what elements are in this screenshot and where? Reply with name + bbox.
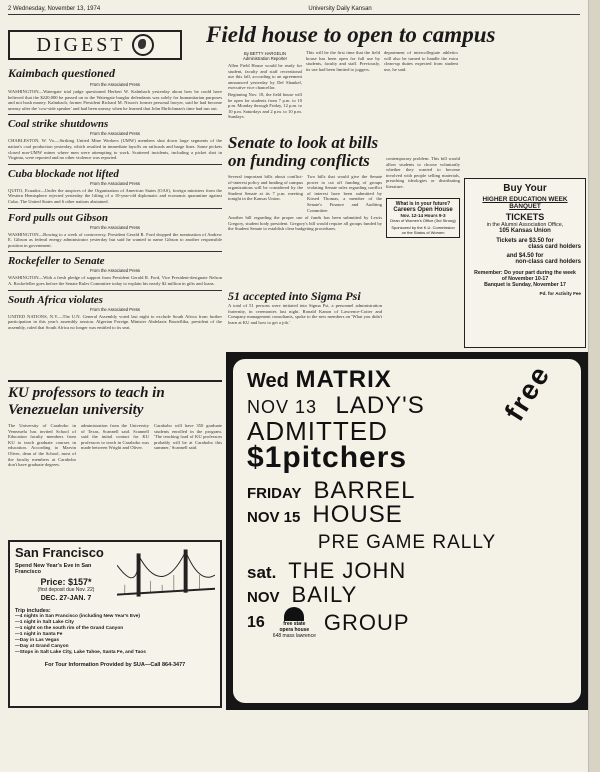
banquet-ad xyxy=(464,178,586,348)
fieldhouse-body2: Beginning Nov. 18, the field house will be open for students from 7 p.m. to 10 p.m. Monday through Friday, 12 p.m. to 10 p.m. Saturdays and 2 p.m. to 10 p.m. Sundays. xyxy=(228,91,302,120)
sf-item: —1 night in Santa Fe xyxy=(15,632,63,637)
brief-headline: South Africa violates xyxy=(8,293,103,306)
banquet-price2-holders: non-class card holders xyxy=(515,259,581,265)
sf-item: —Stops in Salt Lake City, Lake Tahoe, Santa Fe, and Taos xyxy=(15,650,146,655)
sf-footer: For Tour Information Provided by SUA—Call 864-3477 xyxy=(44,662,186,668)
sat-day: sat. xyxy=(247,563,277,582)
ku-headline: KU professors to teach in Venezuelan university xyxy=(8,385,165,418)
ku-body-col1: The University of Carabobo in Venezuela has invited School of Education faculty members from KU to teach graduate courses in education. According to Marvin Oliver, dean of the School, most of the faculty members at Carabobo don't have graduate degrees. xyxy=(8,423,76,468)
brief-byline: From the Associated Press xyxy=(89,306,141,312)
fieldhouse-byline: By BETTY HARGELIN Administration Reporter xyxy=(243,51,287,61)
banquet-remember: Remember: Do your part during the week xyxy=(474,270,576,276)
brief-byline: From the Associated Press xyxy=(89,180,141,186)
matrix-date: NOV 13 xyxy=(247,397,318,417)
folio-date: 2 Wednesday, November 13, 1974 xyxy=(8,6,101,12)
free-state-logo xyxy=(273,607,316,639)
brief-3 xyxy=(8,212,222,249)
folio-line xyxy=(8,6,580,15)
venue-line2: opera house xyxy=(279,627,310,633)
brief-5 xyxy=(8,294,222,331)
brief-4 xyxy=(8,255,222,286)
sf-title: San Francisco xyxy=(15,545,104,560)
brief-byline: From the Associated Press xyxy=(89,224,141,230)
pregame-rally: PRE GAME RALLY xyxy=(317,532,497,553)
careers-dates: Nov. 12-14 Hours 9-3 xyxy=(400,212,446,218)
ku-body-col2: administration from the University of Texas, Scannell said. Scannell said the initial contact for KU professors to teach in Carabobo was made between Wright and Oliver. xyxy=(81,423,149,451)
matrix-title: MATRIX xyxy=(295,366,392,393)
senate-body4: contemporary problem. This bill would allow students to choose voluntarily whether they wanted to become involved with people selling materials, preaching ideologies or distributing literature. xyxy=(386,156,460,189)
brief-body: UNITED NATIONS, N.Y.—The U.N. General Assembly voted last night to exclude South Africa from further participation in this year's assembly session. Algerian Foreign Minister Abdelaziz Bouteflika, president of the assembly, ruled that South Africa no longer was entitled to its seat. xyxy=(8,313,222,330)
venue-line1: free state xyxy=(283,621,306,627)
banquet-sunday: Banquet is Sunday, November 17 xyxy=(484,282,566,288)
digest-title: DIGEST xyxy=(36,33,126,56)
banquet-buy: Buy Your xyxy=(503,183,547,194)
folio-paper: University Daily Kansan xyxy=(308,6,372,12)
sf-dates: DEC. 27-JAN. 7 xyxy=(40,595,92,602)
free-text: free xyxy=(498,359,556,427)
fieldhouse-col3: department of intercollegiate athletics will also be turned to handle the extra clean-up duties expected from student use, he said. xyxy=(384,50,458,72)
brief-body: WASHINGTON—With a fresh pledge of support from President Gerald R. Ford, Vice President-designate Nelson A. Rockefeller goes before the Senate Rules Committee today to explain his nearly $2 million in gifts and loans. xyxy=(8,275,222,286)
matrix-pitchers: $1pitchers xyxy=(247,441,408,474)
sf-item: —Day at Grand Canyon xyxy=(15,644,69,649)
careers-ad xyxy=(386,198,460,238)
senate-headline: Senate to look at bills on funding conflicts xyxy=(228,133,379,170)
brief-headline: Cuba blockade not lifted xyxy=(8,167,119,180)
brief-body: WASHINGTON—Bowing to a week of controversy, President Gerald R. Ford dropped the nomination of Andrew E. Gibson as federal energy administrator yesterday but said he wanted to name Gibson to another responsible position in government. xyxy=(8,231,222,248)
senate-col3 xyxy=(386,156,460,238)
barrel-title: BARREL xyxy=(313,477,416,504)
digest-banner xyxy=(8,30,182,60)
barrel-date: NOV 15 xyxy=(247,509,301,526)
matrix-ad xyxy=(226,352,588,710)
matrix-admitted: ADMITTED xyxy=(247,416,388,446)
sf-line1: Spend New Year's Eve in San Francisco xyxy=(15,563,92,575)
careers-sponsor: Sponsored by the K.U. Commission on the Status of Women xyxy=(391,224,455,235)
matrix-ladys: LADY'S xyxy=(335,392,425,419)
fieldhouse-col2: This will be the first time that the field house has been open for full use by students, faculty and staff. Previously, its use had been limited to joggers. xyxy=(306,50,380,72)
matrix-day: Wed xyxy=(247,370,289,392)
banquet-paid: Pd. for Activity Fee xyxy=(539,291,581,296)
sf-item: —1 night in Salt Lake City xyxy=(15,620,74,625)
barrel-house: HOUSE xyxy=(312,501,403,528)
the-john: THE JOHN xyxy=(288,558,407,583)
banquet-where1: in the Alumni Association Office, xyxy=(486,222,564,228)
banquet-price2: and $4.50 for xyxy=(506,253,544,259)
brief-0 xyxy=(8,66,222,111)
sigma-psi-article xyxy=(228,290,382,325)
brief-body: QUITO, Ecuador—Under the auspices of the Organization of American States (OAS), foreign ministers from the Western Hemisphere rejected yesterday the lifting of a 10-year-old diplomatic and economic quarantine against Cuba. The United States and 6 other nations abstained. xyxy=(8,187,222,204)
golden-gate-bridge-icon xyxy=(117,545,215,605)
ku-body-col3: Carabobo will have 350 graduate students enrolled in the program. 'The teaching load of KU professors probably will be at Carabobo this summer,' Scannell said. xyxy=(154,423,222,451)
page-gutter xyxy=(588,0,600,772)
senate-body3: Another bill regarding the proper use of funds has been submitted by Lewis Gregory, student body president. Gregory's bill would require all groups funded by the Student Senate to establish clear budgeting procedures. xyxy=(228,215,382,232)
barrel-day: FRIDAY xyxy=(247,485,302,502)
brief-headline: Coal strike shutdowns xyxy=(8,118,109,131)
brief-headline: Ford pulls out Gibson xyxy=(8,211,108,224)
banquet-price1-holders: class card holders xyxy=(528,244,581,250)
brief-headline: Kaimbach questioned xyxy=(8,66,116,80)
careers-location: Dean of Women's Office (3rd Strong) xyxy=(390,217,456,223)
brief-body: CHARLESTON, W. Va.—Striking United Mine Workers (UMW) members shut down large segments of the nation's coal production yesterday, which resulted in immediate layoffs on railroads and barge lines. Some pickets closed non-UMW mines where men were attempting to work. Scattered incidents, including a picket shot in Virginia, were reported and no other violence was reported. xyxy=(8,138,222,161)
venue-address: 648 mass lawrence xyxy=(272,633,316,639)
sigma-headline: 51 accepted into Sigma Psi xyxy=(228,289,361,303)
senate-article xyxy=(228,134,382,232)
careers-title: Careers Open House xyxy=(393,206,453,213)
opera-house-icon xyxy=(284,607,304,621)
brief-byline: From the Associated Press xyxy=(89,268,141,274)
sat-nov: NOV xyxy=(247,589,280,606)
sf-price: Price: $157* xyxy=(40,577,92,587)
careers-question: What is in your future? xyxy=(395,200,451,207)
fieldhouse-col1 xyxy=(228,50,302,120)
sf-item: —Day in Las Vegas xyxy=(15,638,59,643)
sf-items xyxy=(15,614,215,656)
sf-includes: Trip includes: xyxy=(15,608,51,614)
senate-body2: Two bills that would give the Senate power to cut off funding of groups violating Senate rules regarding conflict of interest have been submitted by Kirsed Thomas, a member of the Senate's Finance and Auditing Committee. xyxy=(307,174,382,213)
group: GROUP xyxy=(323,610,410,635)
brief-1 xyxy=(8,118,222,160)
brief-2 xyxy=(8,168,222,205)
brief-body: WASHINGTON—Watergate trial judge questioned Herbert W. Kalmbach yesterday about how he could have believed that the $220,000 he passed on to the Watergate burglar defendants was solely for humanitarian purposes and not hush money. Kalmbach, former President Richard M. Nixon's former personal lawyer, said he had become uneasy after the 'cow-side speaker' and had been uneasy when he learned that John Ehrlichman's time had run out. xyxy=(8,89,222,111)
banquet-price1: Tickets are $3.50 for xyxy=(496,238,554,244)
banquet-title: HIGHER EDUCATION WEEK BANQUET xyxy=(482,196,568,210)
brief-byline: From the Associated Press xyxy=(89,131,141,137)
fieldhouse-headline: Field house to open to campus xyxy=(206,22,496,47)
baily: BAILY xyxy=(291,582,358,607)
banquet-where2: 105 Kansas Union xyxy=(499,228,551,234)
brief-headline: Rockefeller to Senate xyxy=(8,255,105,268)
san-francisco-ad xyxy=(8,540,222,708)
sigma-body: A total of 51 persons were initiated into Sigma Psi, a personnel administration fraternity, in ceremonies last night. Ronald Kanon of Lawrence-Cotter and Company management consultants, spoke to the new members on 'What you didn't learn at KU and how to get a job.' xyxy=(228,303,382,325)
sf-item: —1 night on the south rim of the Grand Canyon xyxy=(15,626,124,631)
sf-deposit: (first deposit due Nov. 22) xyxy=(37,587,95,593)
globe-icon xyxy=(132,34,154,56)
ku-article xyxy=(8,380,222,468)
senate-body1: Several important bills about conflict-of-interest policy and funding of campus organizations will be considered by the Student Senate at its 7 p.m. meeting tonight in the Kansas Union. xyxy=(228,174,303,202)
fieldhouse-article xyxy=(196,22,584,48)
banquet-week: of November 10-17 xyxy=(501,276,549,282)
fieldhouse-body1: Allen Field House would be ready for student, faculty and staff recreational use this fall, according to an agreement announced yesterday by Del Shankel, executive vice chancellor. xyxy=(228,63,302,91)
banquet-tickets: TICKETS xyxy=(505,212,545,222)
brief-byline: From the Associated Press xyxy=(89,82,141,87)
sf-item: —4 nights in San Francisco (including New Year's Eve) xyxy=(15,614,141,619)
digest-column xyxy=(8,66,222,330)
sat-num: 16 xyxy=(247,614,265,631)
